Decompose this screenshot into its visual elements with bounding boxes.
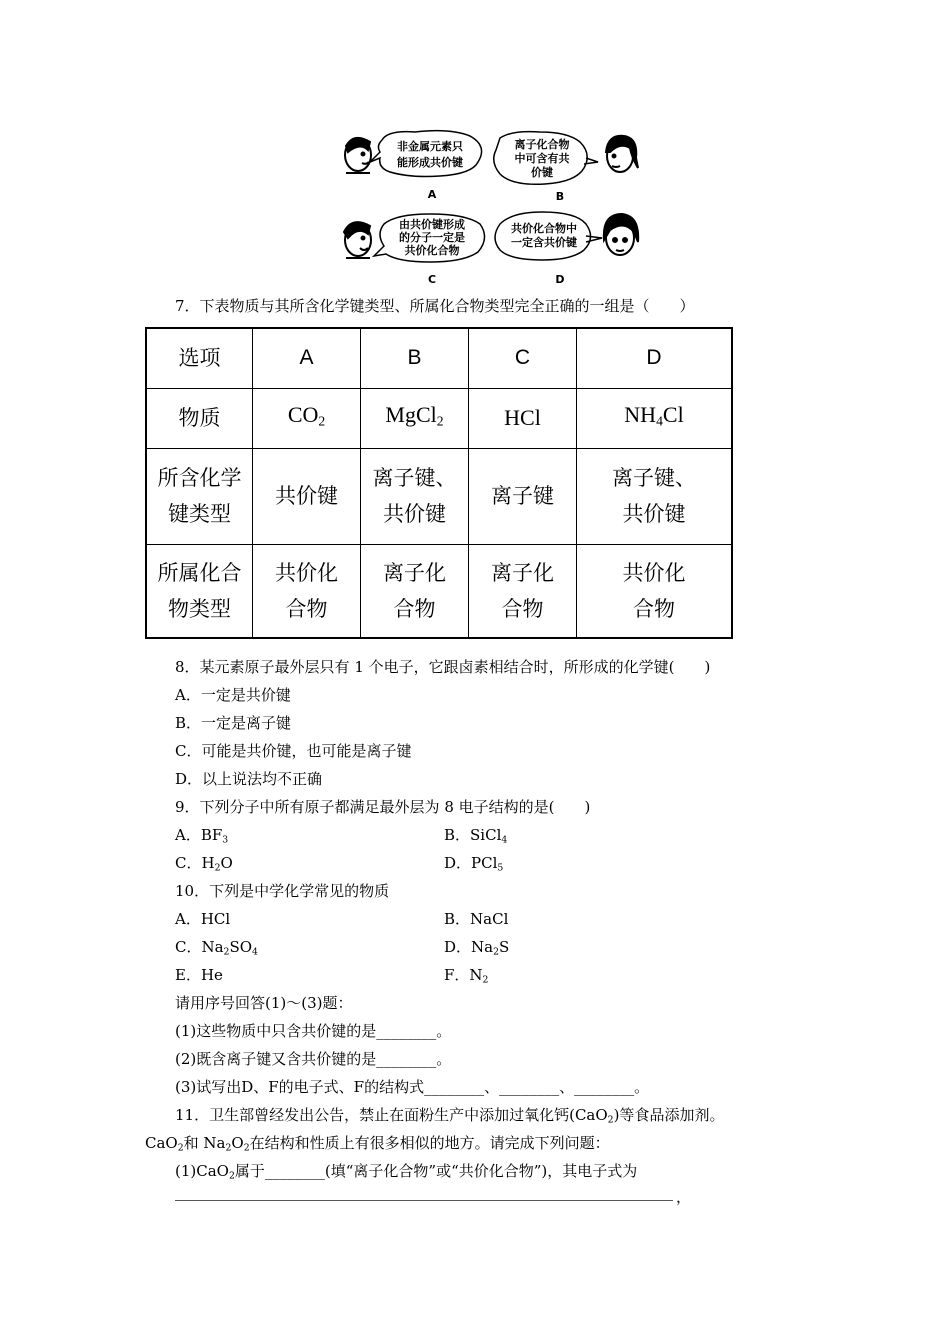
q11-l3-sub: 2: [228, 1170, 235, 1182]
formula-c: HCl: [504, 405, 541, 430]
q9-c-tail: O: [220, 854, 233, 872]
q8-option-a: A．一定是共价键: [175, 686, 291, 704]
q9-option-b: [444, 824, 507, 851]
formula-b-sub: 2: [436, 413, 444, 429]
bond-b-l2: 共价键: [383, 502, 446, 526]
table-cell: [146, 388, 253, 448]
table-row: [146, 448, 732, 544]
q11-l2-a: CaO: [145, 1134, 178, 1152]
q9-option-a: [175, 824, 228, 851]
bond-d-l2: 共价键: [622, 502, 686, 526]
q10-d-text: D．Na: [444, 938, 494, 956]
q10-d-sub: 2: [493, 946, 500, 958]
person-b-icon: [606, 136, 638, 172]
bubble-a-line2: 能形成共价键: [397, 156, 463, 169]
q9-option-c: [175, 852, 233, 879]
q9-d-sub: 5: [497, 862, 504, 874]
q11-l2-d: 在结构和性质上有很多相似的地方。请完成下列问题：: [249, 1134, 610, 1152]
bubble-c-line1: 由共价键形成: [399, 218, 465, 231]
table-cell: [253, 388, 361, 448]
bubble-d-line1: 共价化合物中: [511, 222, 577, 235]
compound-c-l1: 离子化: [491, 560, 554, 585]
q11-l3-b: 属于________(填“离子化合物”或“共价化合物”)，其电子式为: [234, 1162, 638, 1180]
table-cell: [469, 448, 577, 544]
q11-line2: [145, 1132, 610, 1159]
q9-a-text: A．BF: [175, 826, 223, 844]
table-cell: [146, 328, 253, 388]
compound-c-l2: 合物: [501, 596, 544, 621]
q10-c-sub1: 2: [223, 946, 230, 958]
q11-l2-c: O: [231, 1134, 244, 1152]
q11-line4-comma: ，: [676, 1188, 692, 1206]
table-cell: [361, 448, 469, 544]
table-cell: [577, 328, 733, 388]
bubble-d-line2: 一定含共价键: [511, 236, 577, 249]
table-cell: [253, 448, 361, 544]
q11-l2-sub1: 2: [177, 1142, 184, 1154]
label-c: C: [427, 273, 437, 286]
q10-c-mid: SO: [229, 938, 253, 956]
row-header-option: 选项: [178, 346, 221, 371]
bubble-c-line2: 的分子一定是: [399, 231, 465, 244]
q9-b-text: B．SiCl: [444, 826, 502, 844]
cartoon-figure: [340, 128, 640, 288]
bubble-b-line3: 价键: [531, 166, 553, 179]
table-cell: [577, 388, 733, 448]
option-a-header: A: [299, 346, 314, 370]
speech-bubble-b: [494, 132, 598, 185]
q11-line3: [175, 1160, 637, 1187]
speech-bubble-c: [374, 214, 485, 262]
label-d: D: [555, 273, 565, 286]
row-header-bond-l2: 键类型: [168, 502, 231, 526]
bubble-a-line1: 非金属元素只: [397, 140, 463, 153]
q11-l1-tail: )等食品添加剂。: [613, 1106, 725, 1124]
q10-d-tail: S: [499, 938, 510, 956]
table-row: [146, 388, 732, 448]
q11-l1-sub: 2: [607, 1114, 614, 1126]
table-row: [146, 544, 732, 638]
formula-d-tail: Cl: [662, 401, 684, 427]
bubble-b-line2: 中可含有共: [514, 152, 570, 165]
bond-a: 共价键: [275, 484, 338, 508]
q11-line1: [175, 1104, 724, 1131]
q10-option-f: [444, 964, 488, 991]
label-b: B: [555, 190, 565, 203]
q10-option-d: [444, 936, 509, 963]
speech-bubble-d: [495, 212, 602, 260]
option-b-header: B: [407, 346, 422, 370]
table-cell: [361, 544, 469, 638]
compound-d-l1: 共价化: [622, 560, 686, 585]
compound-b-l2: 合物: [393, 596, 436, 621]
q11-l2-sub3: 2: [243, 1142, 250, 1154]
table-cell: [469, 328, 577, 388]
table-cell: [146, 544, 253, 638]
compound-b-l1: 离子化: [383, 560, 446, 585]
compound-a-l2: 合物: [285, 596, 328, 621]
speech-bubble-a: [370, 131, 482, 177]
q9-a-sub: 3: [222, 834, 229, 846]
q7-table: [145, 327, 733, 639]
q10-stem: 10．下列是中学化学常见的物质: [175, 882, 390, 900]
formula-a: CO: [287, 401, 319, 427]
q10-option-a: A．HCl: [175, 910, 231, 928]
q9-option-d: [444, 852, 503, 879]
bond-c: 离子键: [491, 484, 554, 508]
q11-l3-a: (1)CaO: [175, 1162, 229, 1180]
compound-a-l1: 共价化: [275, 560, 338, 585]
q9-stem: 9．下列分子中所有原子都满足最外层为 8 电子结构的是( ): [175, 798, 591, 816]
q10-option-e: E．He: [175, 966, 223, 984]
row-header-compound-l2: 物类型: [168, 596, 231, 621]
table-cell: [361, 388, 469, 448]
q10-c-text: C．Na: [175, 938, 224, 956]
table-cell: [577, 448, 733, 544]
table-cell: [361, 328, 469, 388]
option-c-header: C: [514, 346, 531, 370]
formula-b: MgCl: [385, 401, 437, 427]
answer-blank-line[interactable]: [175, 1200, 673, 1201]
q7-stem: 7．下表物质与其所含化学键类型、所属化合物类型完全正确的一组是（ ）: [175, 297, 695, 315]
formula-d-sub: 4: [656, 413, 663, 429]
row-header-bond-l1: 所含化学: [157, 466, 242, 490]
table-row: [146, 328, 732, 388]
table-cell: [577, 544, 733, 638]
q10-instruction: 请用序号回答(1)～(3)题：: [175, 994, 353, 1012]
q10-f-text: F．N: [444, 966, 483, 984]
q8-option-c: C．可能是共价键，也可能是离子键: [175, 742, 412, 760]
bond-d-l1: 离子键、: [612, 466, 696, 490]
q10-part3: (3)试写出D、F的电子式、F的结构式________、________、________。: [175, 1078, 650, 1096]
q8-option-d: D．以上说法均不正确: [175, 770, 323, 788]
q10-part1: (1)这些物质中只含共价键的是________。: [175, 1022, 452, 1040]
q10-f-sub: 2: [482, 974, 489, 986]
q9-c-sub: 2: [214, 862, 221, 874]
formula-a-sub: 2: [318, 413, 326, 429]
row-header-compound-l1: 所属化合: [157, 560, 242, 585]
q9-d-text: D．PCl: [444, 854, 498, 872]
table-cell: [469, 544, 577, 638]
q10-option-c: [175, 936, 258, 963]
row-header-substance: 物质: [178, 406, 221, 430]
q9-b-sub: 4: [501, 834, 508, 846]
bubble-b-line1: 离子化合物: [514, 138, 570, 151]
q9-c-text: C．H: [175, 854, 215, 872]
option-d-header: D: [646, 346, 662, 370]
formula-d: NH: [624, 401, 657, 427]
bond-b-l1: 离子键、: [372, 466, 457, 490]
q10-option-b: B．NaCl: [444, 910, 509, 928]
q8-stem: 8．某元素原子最外层只有 1 个电子，它跟卤素相结合时，所形成的化学键( ): [175, 658, 711, 676]
person-a-icon: [345, 138, 371, 173]
q11-l2-b: 和 Na: [183, 1134, 226, 1152]
q11-l1-text: 11．卫生部曾经发出公告，禁止在面粉生产中添加过氧化钙(CaO: [175, 1106, 608, 1124]
table-cell: [253, 544, 361, 638]
person-d-icon: [604, 214, 638, 255]
q10-c-sub2: 4: [252, 946, 258, 958]
table-cell: [146, 448, 253, 544]
table-cell: [253, 328, 361, 388]
label-a: A: [427, 188, 437, 201]
table-cell: [469, 388, 577, 448]
q8-option-b: B．一定是离子键: [175, 714, 292, 732]
q10-part2: (2)既含离子键又含共价键的是________。: [175, 1050, 452, 1068]
bubble-c-line3: 共价化合物: [404, 244, 460, 257]
person-c-icon: [344, 222, 371, 258]
compound-d-l2: 合物: [633, 596, 675, 621]
cartoon-illustration: [340, 128, 640, 288]
q11-l2-sub2: 2: [225, 1142, 232, 1154]
